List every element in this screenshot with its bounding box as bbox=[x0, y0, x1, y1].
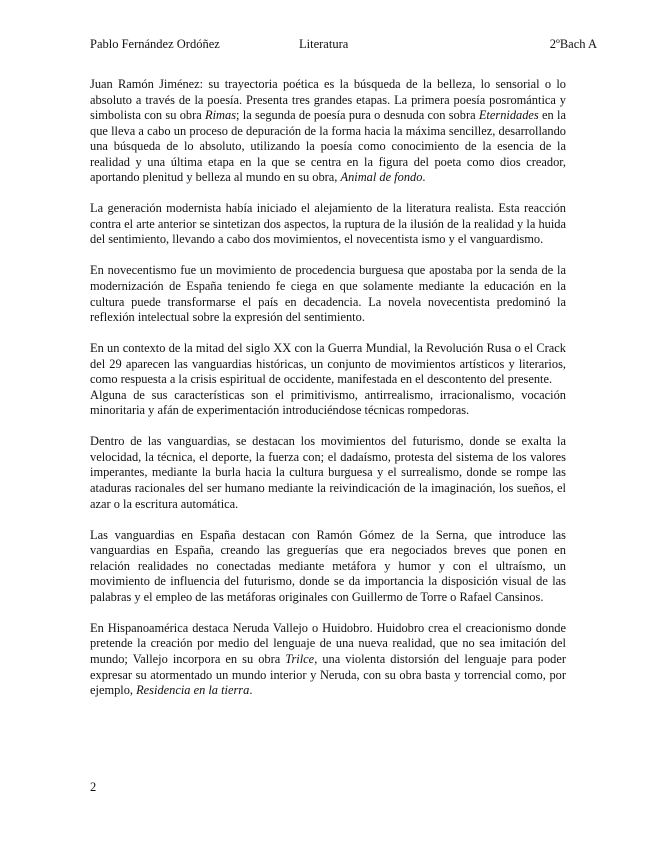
header-author: Pablo Fernández Ordóñez bbox=[90, 37, 220, 51]
page-number: 2 bbox=[90, 780, 97, 794]
work-title-rimas: Rimas bbox=[205, 108, 237, 123]
paragraph-vanguardias-contexto: En un contexto de la mitad del siglo XX con la Guerra Mundial, la Revolución Rusa o el Crack del 29 aparecen las vanguardias históricas, un conjunto de movimientos artísticos y literarios, como respuesta a la crisis espiritual de occidente, manifestada en el descontento del presente. bbox=[90, 341, 566, 387]
paragraph-generacion-modernista: La generación modernista había iniciado el alejamiento de la literatura realista. Esta reacción contra el arte anterior se sintetizan dos aspectos, la ruptura de la ilusión de la realidad y la huida del sentimiento, llevando a cabo dos movimientos, el novecentista ismo y el vanguardismo. bbox=[90, 201, 566, 247]
header-course: 2ºBach A bbox=[549, 37, 597, 51]
paragraph-vanguardias-caracteristicas: Alguna de sus características son el primitivismo, antirrealismo, irracionalismo, vocación minoritaria y afán de experimentación introduciéndose técnicas rompedoras. bbox=[90, 387, 566, 418]
paragraph-vanguardias-espana: Las vanguardias en España destacan con Ramón Gómez de la Serna, que introduce las vanguardias en España, creando las greguerías que era negociados breves que ponen en relación realidades no conectadas mediante metáfora y humor y con el ultraísmo, un movimiento de influencia del futurismo, donde se da importancia la disposición visual de las palabras y el empleo de las metáforas originales con Guillermo de Torre o Rafael Cansinos. bbox=[90, 527, 566, 604]
paragraph-juan-ramon-jimenez: Juan Ramón Jiménez: su trayectoria poética es la búsqueda de la belleza, lo sensorial o lo absoluto a través de la poesía. Presenta tres grandes etapas. La primera poesía posromántica y simbolista con su obra Rimas; la segunda de poesía pura o desnuda con sobra Eternidades en la que lleva a cabo un proceso de depuración de la forma hacia la máxima sencillez, desarrollando una búsqueda de lo absoluto, utilizando la poesía como conocimiento de la esencia de la realidad y una última etapa en la que se centra en la figura del poeta como dios creador, aportando plenitud y belleza al mundo en su obra, Animal de fondo. bbox=[90, 77, 566, 185]
document-body bbox=[90, 77, 566, 699]
paragraph-novecentismo: En novecentismo fue un movimiento de procedencia burguesa que apostaba por la senda de la modernización de España teniendo fe ciega en que solamente mediante la educación en la cultura puede transformarse el país en decadencia. La novela novecentista predominó la reflexión intelectual sobre la expresión del sentimiento. bbox=[90, 263, 566, 325]
work-title-residencia-en-la-tierra: Residencia en la tierra bbox=[136, 683, 250, 698]
work-title-trilce: Trilce bbox=[285, 651, 315, 666]
paragraph-hispanoamerica: En Hispanoamérica destaca Neruda Vallejo o Huidobro. Huidobro crea el creacionismo donde pretende la creación por medio del lenguaje de una nueva realidad, que no sea imitación del mundo; Vallejo incorpora en su obra Trilce, una violenta distorsión del lenguaje para poder expresar su atormentado un mundo interior y Neruda, con su obra basta y torrencial como, por ejemplo, Residencia en la tierra. bbox=[90, 620, 566, 698]
work-title-eternidades: Eternidades bbox=[478, 108, 539, 123]
header-subject: Literatura bbox=[299, 37, 349, 51]
paragraph-movimientos-vanguardia: Dentro de las vanguardias, se destacan los movimientos del futurismo, donde se exalta la velocidad, la técnica, el deporte, la fuerza con; el dadaísmo, protesta del sistema de los valores imperantes, mediante la burla hacia la cultura burguesa y el surrealismo, donde se rompe las ataduras racionales del ser humano mediante la reivindicación de la imaginación, los sueños, el azar o la escritura automática. bbox=[90, 434, 566, 511]
work-title-animal-de-fondo: Animal de fondo bbox=[340, 170, 423, 185]
page-header bbox=[90, 37, 597, 53]
